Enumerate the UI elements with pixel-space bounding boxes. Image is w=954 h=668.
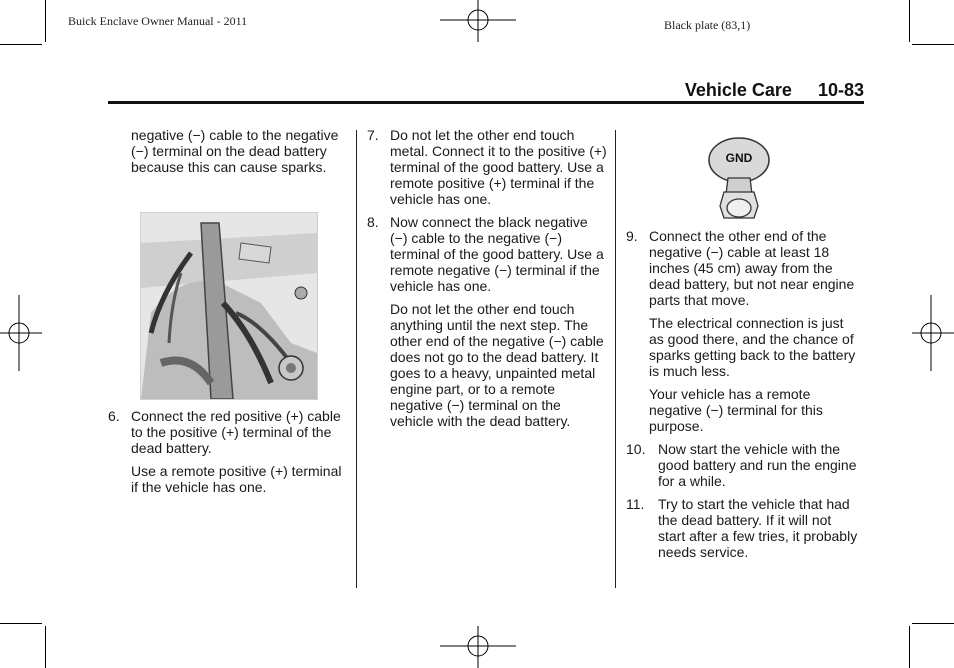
step-text: Now start the vehicle with the good battery and run the engine for a while. xyxy=(658,441,857,489)
crop-mark xyxy=(0,623,42,624)
column-1 xyxy=(131,127,349,182)
page-header xyxy=(640,80,864,101)
intro-paragraph: negative (−) cable to the negative (−) terminal on the dead battery because this can cause sparks. xyxy=(131,127,339,175)
column-1-lower xyxy=(108,408,350,502)
step-number: 11. xyxy=(626,496,645,512)
crop-mark xyxy=(0,44,42,45)
crop-mark xyxy=(909,626,910,668)
ground-terminal-icon xyxy=(706,136,772,220)
registration-mark-bottom xyxy=(440,626,516,668)
step-note: The electrical connection is just as good there, and the chance of sparks getting back to the battery is much less. xyxy=(649,315,856,379)
section-title: Vehicle Care xyxy=(684,80,792,100)
crop-mark xyxy=(912,44,954,45)
step-6 xyxy=(108,408,350,456)
crop-mark xyxy=(909,0,910,42)
step-text: Try to start the vehicle that had the dead battery. If it will not start after a few tries, it probably needs service. xyxy=(658,496,858,560)
step-note: Do not let the other end touch anything until the next step. The other end of the negative (−) cable does not go to the dead battery. It goes to a heavy, unpainted metal engine part, or to a remote negative (−) terminal on the vehicle with the dead battery. xyxy=(390,301,604,429)
step-7 xyxy=(367,127,607,207)
step-number: 9. xyxy=(626,228,638,244)
step-note: Use a remote positive (+) terminal if the vehicle has one. xyxy=(131,463,342,495)
step-text: Do not let the other end touch metal. Connect it to the positive (+) terminal of the good battery. Use a remote positive (+) terminal if the vehicle has one. xyxy=(390,127,607,207)
step-9 xyxy=(626,228,862,308)
plate-right-label: Black plate (83,1) xyxy=(664,18,751,32)
header-rule xyxy=(108,101,864,104)
page-number: 10-83 xyxy=(817,80,864,100)
crop-mark xyxy=(912,623,954,624)
step-note: Your vehicle has a remote negative (−) terminal for this purpose. xyxy=(649,386,823,434)
step-number: 8. xyxy=(367,214,379,230)
column-3 xyxy=(626,228,862,567)
engine-bay-photo xyxy=(140,212,318,400)
step-text: Connect the other end of the negative (−) cable at least 18 inches (45 cm) away from the dead battery, but not near engine parts that move. xyxy=(649,228,855,308)
step-10 xyxy=(626,441,862,489)
registration-mark-left xyxy=(0,295,42,371)
column-divider xyxy=(356,130,357,588)
step-number: 10. xyxy=(626,441,646,457)
registration-mark-right xyxy=(912,295,954,371)
step-text: Now connect the black negative (−) cable to the negative (−) terminal of the good battery. Use a remote negative (−) terminal if the vehicle has one. xyxy=(390,214,604,294)
step-8 xyxy=(367,214,607,294)
step-text: Connect the red positive (+) cable to the positive (+) terminal of the dead battery. xyxy=(131,408,341,456)
step-number: 7. xyxy=(367,127,379,143)
plate-left-label: Buick Enclave Owner Manual - 2011 xyxy=(68,14,248,28)
step-number: 6. xyxy=(108,408,120,424)
column-2 xyxy=(367,127,607,436)
crop-mark xyxy=(45,626,46,668)
registration-mark-top xyxy=(440,0,516,44)
step-11 xyxy=(626,496,862,560)
crop-mark xyxy=(45,0,46,42)
column-divider xyxy=(615,130,616,588)
gnd-label: GND xyxy=(725,151,753,165)
